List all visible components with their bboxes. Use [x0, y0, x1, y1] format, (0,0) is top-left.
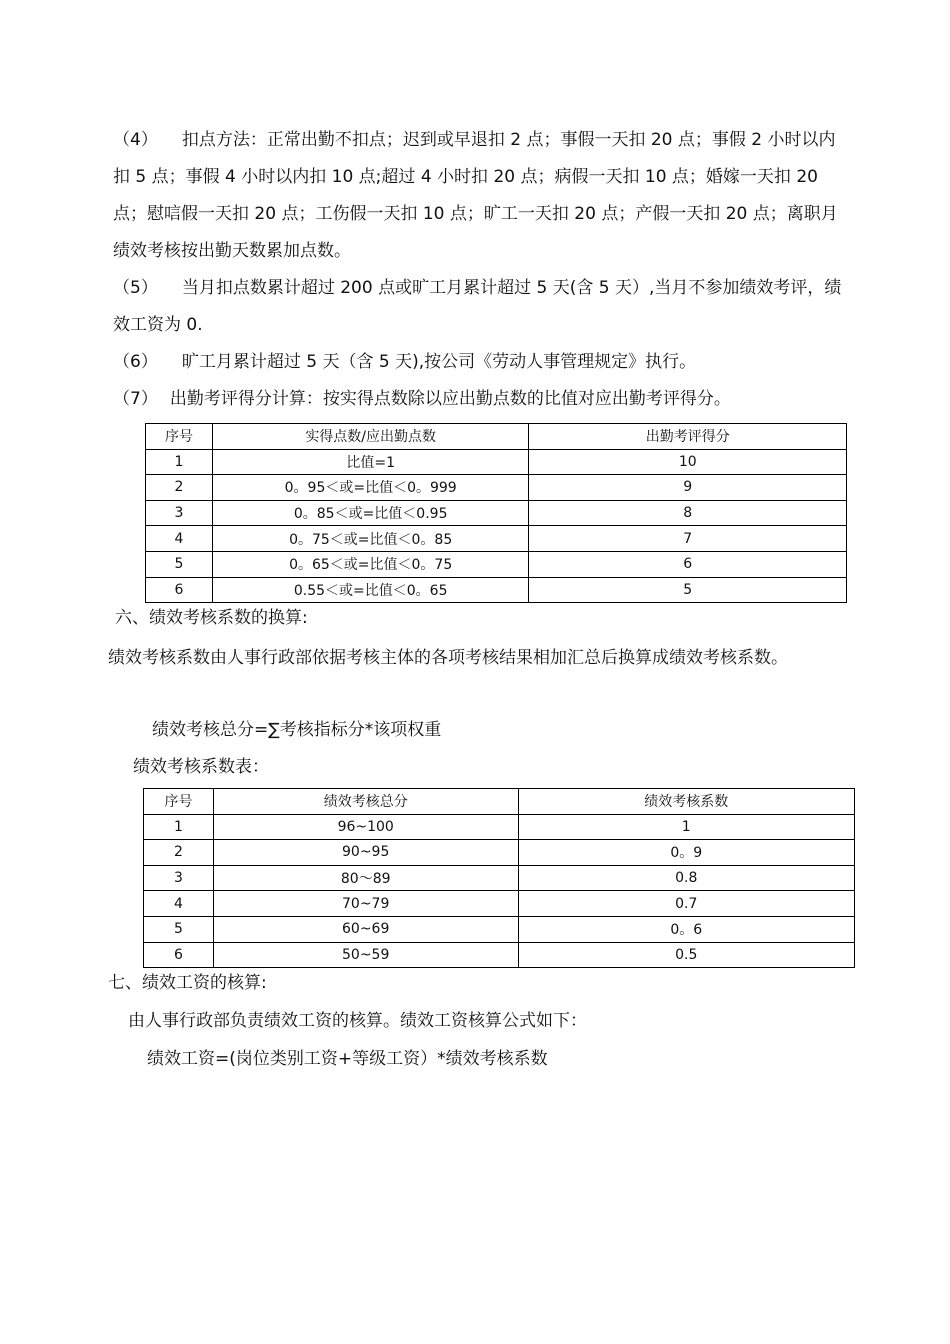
rule-text: 扣点方法：正常出勤不扣点；迟到或早退扣 2 点；事假一天扣 20 点；事假 2 小时以内扣 5 点；事假 4 小时以内扣 10 点;超过 4 小时扣 20 点；病假一天扣 10 点；婚嫁一天扣 20 点；慰唁假一天扣 20 点；工伤假一天扣 10 点；旷工一天扣 20 点；产假一天扣 20 点；离职月绩效考核按出勤天数累加点数。: [113, 130, 838, 261]
table-cell: 0。85＜或=比值＜0.95: [212, 500, 529, 526]
table-row: [144, 942, 855, 968]
header-cell: 序号: [144, 789, 214, 815]
rule-7-score-calculation: [113, 381, 843, 418]
table-cell: 0.5: [518, 942, 855, 968]
header-cell: 绩效考核系数: [518, 789, 855, 815]
rule-number: （7）: [113, 389, 158, 409]
section-7-heading: 七、绩效工资的核算:: [108, 973, 267, 993]
table-cell: 4: [144, 891, 214, 917]
performance-coefficient-table: [143, 788, 855, 968]
rule-number: （4）: [113, 130, 158, 150]
rule-text: 出勤考评得分计算：按实得点数除以应出勤点数的比值对应出勤考评得分。: [169, 389, 731, 409]
table-header-row: [144, 789, 855, 815]
table-cell: 50~59: [213, 942, 518, 968]
rule-5-threshold: [113, 270, 843, 344]
table-cell: 9: [529, 475, 847, 501]
table-row: [146, 577, 847, 603]
table-cell: 5: [146, 551, 213, 577]
attendance-score-table: [145, 423, 847, 603]
coefficient-table-label: 绩效考核系数表：: [133, 757, 269, 777]
table-row: [146, 526, 847, 552]
table-cell: 6: [144, 942, 214, 968]
table-cell: 0.8: [518, 865, 855, 891]
header-cell: 绩效考核总分: [213, 789, 518, 815]
rule-text: 当月扣点数累计超过 200 点或旷工月累计超过 5 天(含 5 天）,当月不参加绩效考评，绩效工资为 0.: [113, 278, 842, 335]
table-row: [146, 551, 847, 577]
table-cell: 7: [529, 526, 847, 552]
table-row: [146, 449, 847, 475]
table-cell: 6: [529, 551, 847, 577]
rule-6-absence: [113, 344, 843, 381]
table-cell: 3: [144, 865, 214, 891]
table-cell: 0。65＜或=比值＜0。75: [212, 551, 529, 577]
table-cell: 80～89: [213, 865, 518, 891]
table-cell: 0。95＜或=比值＜0。999: [212, 475, 529, 501]
table-cell: 96~100: [213, 814, 518, 840]
rule-number: （5）: [113, 278, 158, 298]
section-6-intro: 绩效考核系数由人事行政部依据考核主体的各项考核结果相加汇总后换算成绩效考核系数。: [108, 648, 788, 668]
rule-number: （6）: [113, 352, 158, 372]
table-cell: 1: [144, 814, 214, 840]
rule-4-deduction-method: [113, 122, 843, 270]
table-cell: 60~69: [213, 916, 518, 942]
table-header-row: [146, 424, 847, 450]
table-cell: 6: [146, 577, 213, 603]
table-cell: 5: [529, 577, 847, 603]
salary-formula: 绩效工资=(岗位类别工资+等级工资）*绩效考核系数: [147, 1049, 548, 1069]
table-row: [144, 891, 855, 917]
table-cell: 5: [144, 916, 214, 942]
table-cell: 0.55＜或=比值＜0。65: [212, 577, 529, 603]
table-cell: 90~95: [213, 840, 518, 866]
table-cell: 0。75＜或=比值＜0。85: [212, 526, 529, 552]
table-cell: 4: [146, 526, 213, 552]
table-row: [144, 840, 855, 866]
table-cell: 2: [144, 840, 214, 866]
header-cell: 出勤考评得分: [529, 424, 847, 450]
table-row: [144, 916, 855, 942]
table-cell: 10: [529, 449, 847, 475]
table-row: [144, 814, 855, 840]
section-7-description: 由人事行政部负责绩效工资的核算。绩效工资核算公式如下：: [128, 1011, 587, 1031]
table-cell: 0。6: [518, 916, 855, 942]
table-cell: 8: [529, 500, 847, 526]
rule-text: 旷工月累计超过 5 天（含 5 天),按公司《劳动人事管理规定》执行。: [181, 352, 697, 372]
table-cell: 比值=1: [212, 449, 529, 475]
table-row: [146, 500, 847, 526]
table-cell: 70~79: [213, 891, 518, 917]
table-cell: 2: [146, 475, 213, 501]
table-cell: 0.7: [518, 891, 855, 917]
total-score-formula: 绩效考核总分=∑考核指标分*该项权重: [152, 720, 442, 740]
header-cell: 实得点数/应出勤点数: [212, 424, 529, 450]
table-cell: 0。9: [518, 840, 855, 866]
table-cell: 3: [146, 500, 213, 526]
table-row: [146, 475, 847, 501]
table-cell: 1: [146, 449, 213, 475]
table-cell: 1: [518, 814, 855, 840]
section-6-heading: 六、绩效考核系数的换算:: [115, 608, 308, 628]
header-cell: 序号: [146, 424, 213, 450]
table-row: [144, 865, 855, 891]
